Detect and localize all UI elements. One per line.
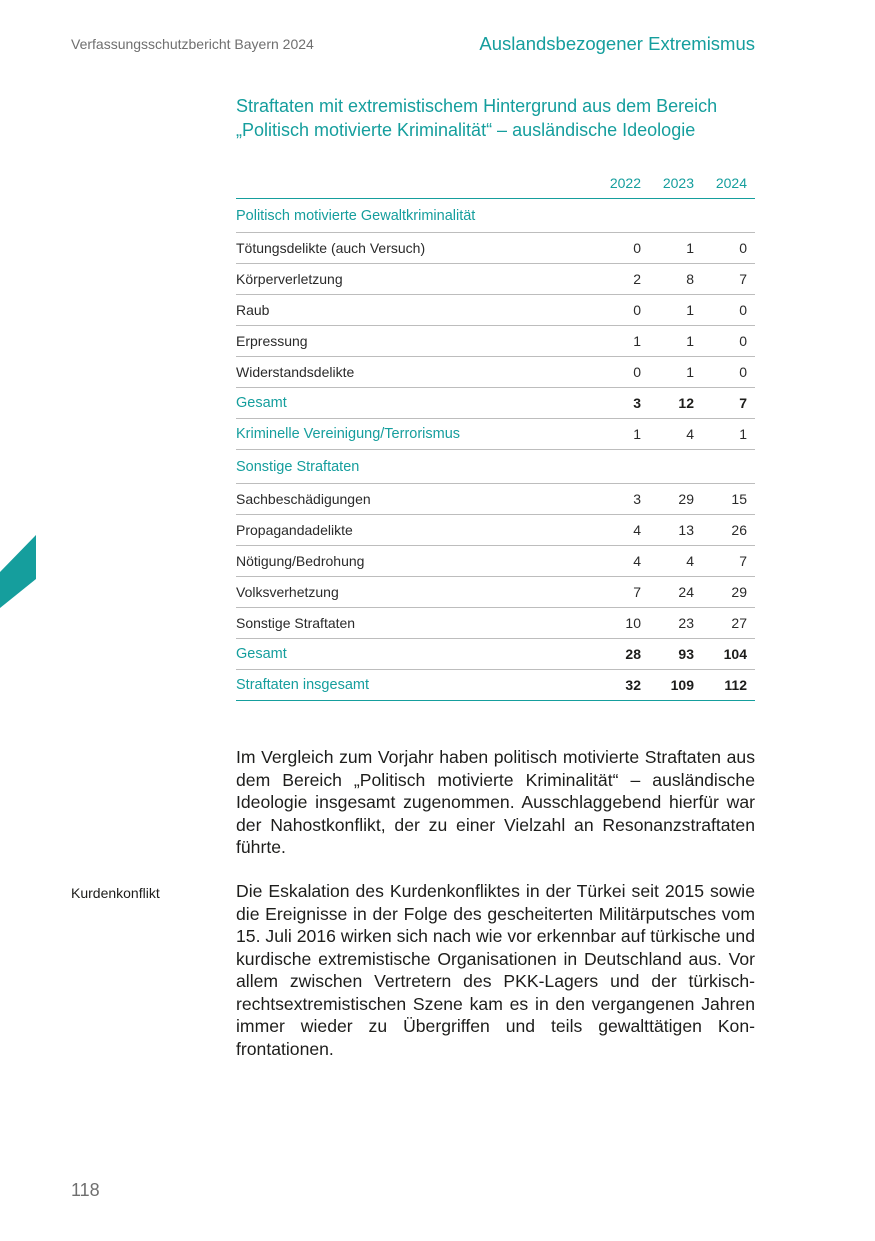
year-header: 2024 [702, 168, 755, 199]
row-value: 0 [702, 326, 755, 357]
row-value: 1 [702, 419, 755, 450]
subtotal-row-other [236, 639, 755, 670]
row-value: 0 [702, 357, 755, 388]
running-header-chapter: Auslandsbezogener Extremismus [479, 33, 755, 54]
row-value: 7 [702, 546, 755, 577]
row-value: 1 [649, 326, 702, 357]
row-value: 109 [649, 670, 702, 701]
row-value: 104 [702, 639, 755, 670]
row-value: 12 [649, 388, 702, 419]
row-label: Tötungsdelikte (auch Versuch) [236, 233, 596, 264]
table-title-line-1: Straftaten mit extremistischem Hintergrund aus dem Bereich [236, 96, 718, 116]
table-header-row [236, 168, 755, 199]
section-label: Politisch motivierte Gewaltkriminalität [236, 199, 755, 233]
row-value: 24 [649, 577, 702, 608]
row-value: 4 [596, 515, 649, 546]
row-value: 4 [649, 546, 702, 577]
crime-statistics-table [236, 168, 755, 701]
row-value: 112 [702, 670, 755, 701]
row-label: Straftaten insgesamt [236, 670, 596, 701]
row-label: Gesamt [236, 639, 596, 670]
row-value: 7 [702, 388, 755, 419]
table-row [236, 357, 755, 388]
table-row [236, 233, 755, 264]
row-value: 0 [702, 233, 755, 264]
row-label: Sonstige Straftaten [236, 608, 596, 639]
row-label: Nötigung/Bedrohung [236, 546, 596, 577]
row-value: 29 [649, 484, 702, 515]
row-label: Volksverhetzung [236, 577, 596, 608]
body-paragraph-summary: Im Vergleich zum Vorjahr haben politisch motivierte Straftaten aus dem Bereich „Politisch motivierte Kriminalität“ – ausländische Ideologie insgesamt zugenommen. Ausschlaggebend hierfür war der Nahostkonflikt, der zu einer Vielzahl an Resonanzstraftaten führte. [236, 747, 755, 857]
row-value: 8 [649, 264, 702, 295]
header-label-cell [236, 168, 596, 199]
running-header-publication: Verfassungsschutzbericht Bayern 2024 [71, 36, 314, 52]
row-value: 23 [649, 608, 702, 639]
year-header: 2022 [596, 168, 649, 199]
row-value: 3 [596, 388, 649, 419]
row-value: 2 [596, 264, 649, 295]
table-row [236, 326, 755, 357]
row-value: 32 [596, 670, 649, 701]
row-value: 4 [596, 546, 649, 577]
section-row-violence [236, 199, 755, 233]
row-value: 1 [649, 233, 702, 264]
row-value: 4 [649, 419, 702, 450]
table-row [236, 546, 755, 577]
row-value: 15 [702, 484, 755, 515]
page-number: 118 [71, 1180, 100, 1200]
table-row [236, 295, 755, 326]
row-value: 7 [596, 577, 649, 608]
row-value: 27 [702, 608, 755, 639]
terror-row [236, 419, 755, 450]
row-value: 0 [596, 357, 649, 388]
table-row [236, 577, 755, 608]
section-row-other [236, 450, 755, 484]
table-row [236, 484, 755, 515]
table-row [236, 264, 755, 295]
row-value: 0 [596, 233, 649, 264]
table-row [236, 608, 755, 639]
row-label: Sachbeschädigungen [236, 484, 596, 515]
row-label: Raub [236, 295, 596, 326]
row-value: 0 [702, 295, 755, 326]
row-label: Widerstandsdelikte [236, 357, 596, 388]
margin-note-kurdenkonflikt: Kurdenkonflikt [71, 885, 160, 901]
body-paragraph-kurdenkonflikt: Die Eskalation des Kurdenkonfliktes in der Türkei seit 2015 sowie die Ereignisse in der Folge des gescheiterten Militärputsches vom 15. Juli 2016 wirken sich nach wie vor erkennbar auf türkische und kurdische extremistische Organisationen in Deutschland aus. Vor allem zwischen Vertretern des PKK-Lagers und der türkisch-rechtsextremistischen Szene kam es in den vergangenen Jahren immer wieder zu Übergriffen und teils gewalttätigen Konfrontationen. [236, 881, 755, 1059]
table-title [236, 94, 766, 142]
grand-total-row [236, 670, 755, 701]
row-value: 1 [649, 295, 702, 326]
row-value: 28 [596, 639, 649, 670]
row-value: 93 [649, 639, 702, 670]
row-value: 10 [596, 608, 649, 639]
row-value: 1 [649, 357, 702, 388]
row-value: 26 [702, 515, 755, 546]
row-label: Propagandadelikte [236, 515, 596, 546]
row-value: 1 [596, 326, 649, 357]
row-value: 7 [702, 264, 755, 295]
year-header: 2023 [649, 168, 702, 199]
row-label: Gesamt [236, 388, 596, 419]
row-label: Körperverletzung [236, 264, 596, 295]
row-value: 3 [596, 484, 649, 515]
table-row [236, 515, 755, 546]
row-value: 29 [702, 577, 755, 608]
row-value: 0 [596, 295, 649, 326]
chapter-tab-marker [0, 535, 36, 608]
subtotal-row-violence [236, 388, 755, 419]
row-label: Kriminelle Vereinigung/Terrorismus [236, 419, 596, 450]
row-value: 13 [649, 515, 702, 546]
section-label: Sonstige Straftaten [236, 450, 755, 484]
row-label: Erpressung [236, 326, 596, 357]
row-value: 1 [596, 419, 649, 450]
table-title-line-2: „Politisch motivierte Kriminalität“ – ausländische Ideologie [236, 120, 696, 140]
